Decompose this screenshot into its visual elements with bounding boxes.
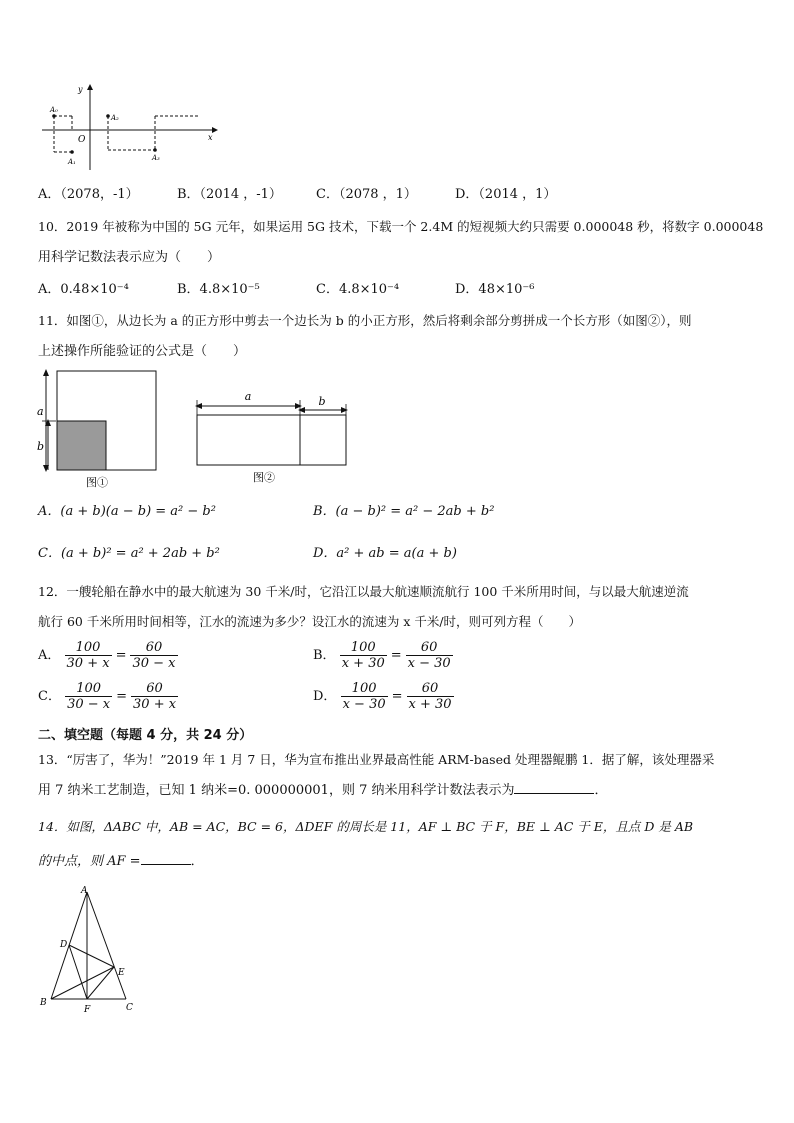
q9-option-c: C．（2078 ，1） (316, 187, 417, 202)
q14-line1: 14．如图，ΔABC 中，AB = AC，BC = 6，ΔDEF 的周长是 11，AF ⊥ BC 于 F，BE ⊥ AC 于 E，且点 D 是 AB (38, 819, 694, 834)
q13-answer-blank[interactable] (514, 781, 594, 794)
q11-figure-1 (34, 366, 164, 492)
point-a: A (81, 886, 88, 896)
q11-option-c: C．(a + b)² = a² + 2ab + b² (38, 546, 220, 561)
q12-option-d: D． $\frac{100}{x - 30}$ = $\frac{60}{x + 30}$ (313, 681, 452, 712)
q14-triangle-figure (34, 884, 144, 1019)
q11-option-b: B．(a − b)² = a² − 2ab + b² (313, 504, 495, 519)
fig2-label-a: a (244, 390, 252, 403)
x-axis-label: x (208, 133, 213, 142)
q11-figure-2 (190, 388, 355, 488)
y-axis-label: y (78, 85, 83, 94)
q9-option-a: A．（2078，-1） (38, 187, 139, 202)
q11-option-a: A．(a + b)(a − b) = a² − b² (38, 504, 216, 519)
point-d: D (60, 940, 68, 950)
q10-option-a: A．0.48×10⁻⁴ (38, 282, 129, 297)
q10-line2: 用科学记数法表示应为（ ） (38, 250, 221, 265)
q12-option-c: C． $\frac{100}{30 - x}$ = $\frac{60}{30 + x}$ (38, 681, 177, 712)
q12-line2: 航行 60 千米所用时间相等，江水的流速为多少？设江水的流速为 x 千米/时，则可列方程（ ） (38, 614, 582, 629)
q11-option-d: D．a² + ab = a(a + b) (313, 546, 457, 561)
q10-line1: 10．2019 年被称为中国的 5G 元年，如果运用 5G 技术，下载一个 2.4M 的短视频大约只需要 0.000048 秒，将数字 0.000048 (38, 219, 764, 234)
point-b: B (40, 998, 47, 1008)
q10-option-d: D．48×10⁻⁶ (455, 282, 535, 297)
q12-option-b: B． $\frac{100}{x + 30}$ = $\frac{60}{x - 30}$ (313, 640, 451, 671)
q12-option-a: A． $\frac{100}{30 + x}$ = $\frac{60}{30 - x}$ (38, 640, 176, 671)
q11-line2: 上述操作所能验证的公式是（ ） (38, 344, 247, 359)
q10-option-b: B．4.8×10⁻⁵ (177, 282, 260, 297)
point-f: F (84, 1005, 91, 1015)
point-c: C (126, 1003, 133, 1013)
point-a3-label: A₃ (152, 154, 160, 162)
q10-option-c: C．4.8×10⁻⁴ (316, 282, 400, 297)
fig2-caption: 图② (253, 471, 275, 484)
q11-line1: 11．如图①，从边长为 a 的正方形中剪去一个边长为 b 的小正方形，然后将剩余部分剪拼成一个长方形（如图②），则 (38, 313, 692, 328)
q13-line1: 13．“厉害了，华为！”2019 年 1 月 7 日，华为宣布推出业界最高性能 ARM-based 处理器鲲鹏 1．据了解，该处理器采 (38, 752, 715, 767)
point-e: E (118, 968, 125, 978)
fig1-label-a: a (37, 405, 44, 418)
point-a2-label: A₂ (111, 114, 119, 122)
q14-line2: 的中点，则 AF = ． (38, 854, 204, 869)
section-title-fill-blank: 二、填空题（每题 4 分，共 24 分） (38, 728, 253, 743)
q14-answer-blank[interactable] (141, 852, 191, 865)
point-a1-label: A₁ (68, 158, 76, 166)
fig1-label-b: b (37, 440, 45, 453)
q9-coordinate-figure (40, 82, 220, 172)
q9-option-d: D．（2014 ，1） (455, 187, 557, 202)
origin-label: O (78, 135, 86, 145)
q9-option-b: B．（2014 ，-1） (177, 187, 282, 202)
q13-line2: 用 7 纳米工艺制造，已知 1 纳米=0. 000000001，则 7 纳米用科学计数法表示为 ． (38, 783, 608, 798)
fig2-label-b: b (318, 395, 326, 408)
point-a0-label: A₀ (50, 106, 58, 114)
fig1-caption: 图① (86, 476, 108, 489)
q12-line1: 12．一艘轮船在静水中的最大航速为 30 千米/时，它沿江以最大航速顺流航行 100 千米所用时间，与以最大航速逆流 (38, 584, 689, 599)
